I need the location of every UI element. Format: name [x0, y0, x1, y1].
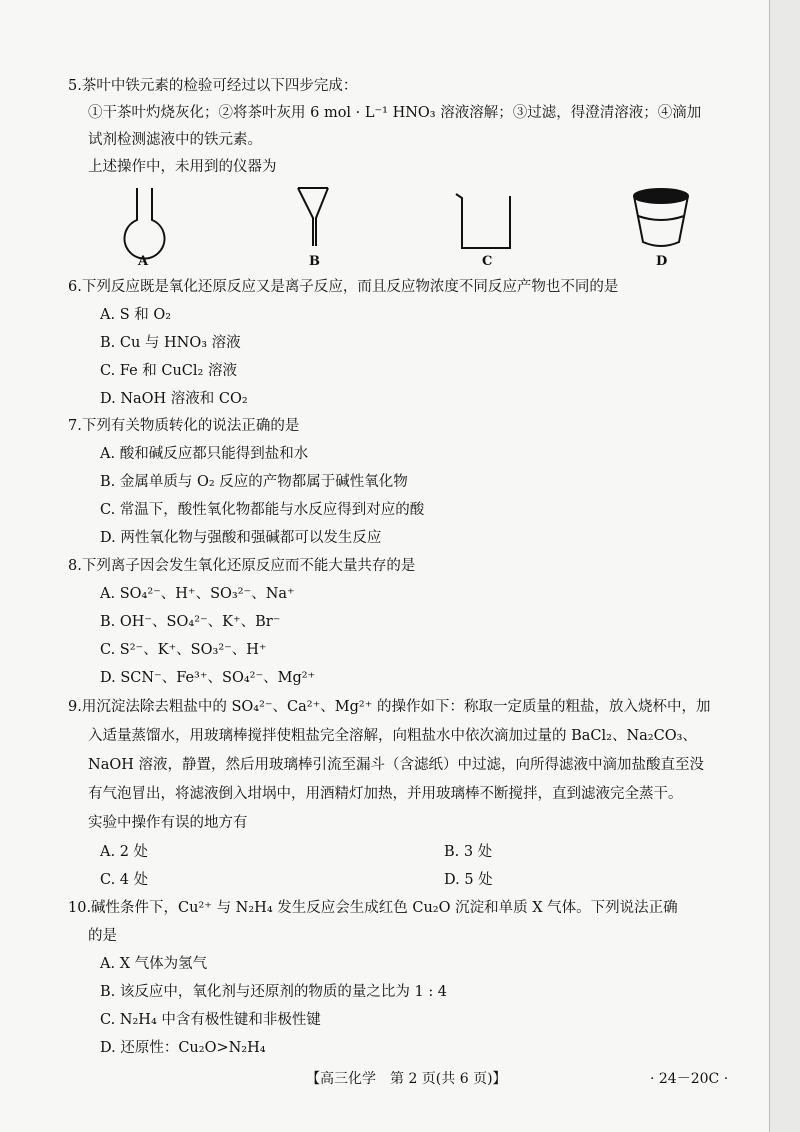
- q10-option-c: C. N₂H₄ 中含有极性键和非极性键: [100, 1012, 321, 1028]
- round-bottom-flask-icon: [125, 188, 165, 259]
- q5-stem: 5.茶叶中铁元素的检验可经过以下四步完成：: [68, 78, 358, 94]
- q8-option-a: A. SO₄²⁻、H⁺、SO₃²⁻、Na⁺: [100, 586, 295, 602]
- exam-code: · 24－20C ·: [650, 1071, 729, 1087]
- q9-line4: 有气泡冒出，将滤液倒入坩埚中，用酒精灯加热，并用玻璃棒不断搅拌，直到滤液完全蒸干。: [88, 786, 683, 802]
- q10-line2: 的是: [88, 928, 117, 944]
- q5-line2: 试剂检测滤液中的铁元素。: [88, 132, 262, 148]
- apparatus-figure: [0, 186, 800, 270]
- figure-label-c: C: [482, 254, 493, 269]
- q10-line1: 10.碱性条件下，Cu²⁺ 与 N₂H₄ 发生反应会生成红色 Cu₂O 沉淀和单质 X 气体。下列说法正确: [68, 900, 678, 916]
- crucible-icon: [634, 189, 688, 246]
- q6-option-a: A. S 和 O₂: [100, 307, 172, 323]
- q7-stem: 7.下列有关物质转化的说法正确的是: [68, 418, 300, 434]
- q9-option-b: B. 3 处: [444, 844, 493, 860]
- q7-option-a: A. 酸和碱反应都只能得到盐和水: [100, 446, 309, 462]
- q9-line5: 实验中操作有误的地方有: [88, 815, 248, 831]
- q8-option-b: B. OH⁻、SO₄²⁻、K⁺、Br⁻: [100, 614, 281, 630]
- funnel-icon: [298, 188, 328, 246]
- figure-label-d: D: [656, 254, 668, 269]
- q8-option-d: D. SCN⁻、Fe³⁺、SO₄²⁻、Mg²⁺: [100, 670, 316, 686]
- q6-option-c: C. Fe 和 CuCl₂ 溶液: [100, 363, 237, 379]
- figure-label-b: B: [309, 254, 320, 269]
- q9-option-a: A. 2 处: [100, 844, 149, 860]
- q6-option-b: B. Cu 与 HNO₃ 溶液: [100, 335, 241, 351]
- q9-line1: 9.用沉淀法除去粗盐中的 SO₄²⁻、Ca²⁺、Mg²⁺ 的操作如下：称取一定质量的粗盐，放入烧杯中，加: [68, 699, 711, 715]
- q9-option-c: C. 4 处: [100, 872, 149, 888]
- q10-option-d: D. 还原性：Cu₂O>N₂H₄: [100, 1040, 266, 1056]
- figure-label-a: A: [138, 254, 149, 269]
- q5-line1: ①干茶叶灼烧灰化；②将茶叶灰用 6 mol · L⁻¹ HNO₃ 溶液溶解；③过滤，得澄清溶液；④滴加: [88, 105, 702, 121]
- q8-stem: 8.下列离子因会发生氧化还原反应而不能大量共存的是: [68, 558, 416, 574]
- q9-line2: 入适量蒸馏水，用玻璃棒搅拌使粗盐完全溶解，向粗盐水中依次滴加过量的 BaCl₂、Na₂CO₃、: [88, 728, 697, 744]
- beaker-icon: [456, 194, 510, 248]
- page-footer: 【高三化学 第 2 页(共 6 页)】: [306, 1071, 507, 1087]
- q6-stem: 6.下列反应既是氧化还原反应又是离子反应，而且反应物浓度不同反应产物也不同的是: [68, 279, 619, 295]
- q9-option-d: D. 5 处: [444, 872, 493, 888]
- q5-line3: 上述操作中，未用到的仪器为: [88, 159, 277, 175]
- q6-option-d: D. NaOH 溶液和 CO₂: [100, 391, 248, 407]
- q10-option-a: A. X 气体为氢气: [100, 956, 208, 972]
- q10-option-b: B. 该反应中，氧化剂与还原剂的物质的量之比为 1 : 4: [100, 984, 448, 1000]
- q7-option-d: D. 两性氧化物与强酸和强碱都可以发生反应: [100, 530, 382, 546]
- q9-line3: NaOH 溶液，静置，然后用玻璃棒引流至漏斗（含滤纸）中过滤，向所得滤液中滴加盐酸直至没: [88, 757, 704, 773]
- q7-option-c: C. 常温下，酸性氧化物都能与水反应得到对应的酸: [100, 502, 425, 518]
- page-edge: [769, 0, 800, 1132]
- q7-option-b: B. 金属单质与 O₂ 反应的产物都属于碱性氧化物: [100, 474, 408, 490]
- q8-option-c: C. S²⁻、K⁺、SO₃²⁻、H⁺: [100, 642, 267, 658]
